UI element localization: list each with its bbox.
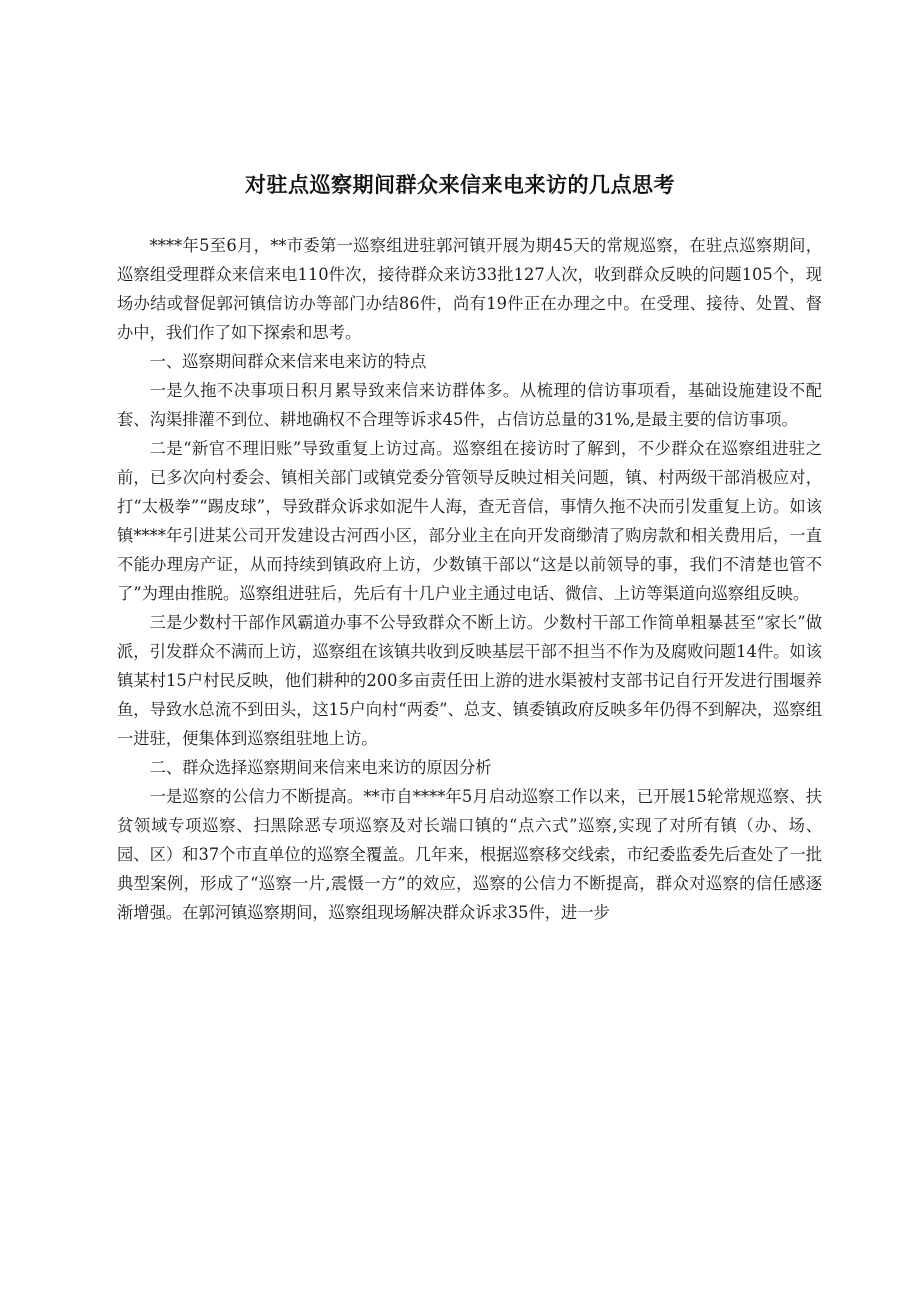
section-heading-2: 二、群众选择巡察期间来信来电来访的原因分析 [149,758,492,777]
document-body [117,231,822,927]
paragraph-reason-1: 一是巡察的公信力不断提高。**市自****年5月启动巡察工作以来，已开展15轮常规巡察、扶贫领域专项巡察、扫黑除恶专项巡察及对长端口镇的“点六式”巡察,实现了对所有镇（办、场、园、区）和37个市直单位的巡察全覆盖。几年来，根据巡察移交线索，市纪委监委先后查处了一批典型案例，形成了“巡察一片,震慑一方”的效应，巡察的公信力不断提高，群众对巡察的信任感逐渐增强。在郭河镇巡察期间，巡察组现场解决群众诉求35件，进一步 [117,787,822,922]
paragraph-feature-1: 一是久拖不决事项日积月累导致来信来访群体多。从梳理的信访事项看，基础设施建设不配套、沟渠排灌不到位、耕地确权不合理等诉求45件，占信访总量的31%,是最主要的信访事项。 [117,381,822,429]
intro-paragraph: ****年5至6月，**市委第一巡察组进驻郭河镇开展为期45天的常规巡察，在驻点巡察期间，巡察组受理群众来信来电110件次，接待群众来访33批127人次，收到群众反映的问题105个，现场办结或督促郭河镇信访办等部门办结86件，尚有19件正在办理之中。在受理、接待、处置、督办中，我们作了如下探索和思考。 [117,236,822,342]
document-title: 对驻点巡察期间群众来信来电来访的几点思考 [245,173,675,197]
paragraph-feature-3: 三是少数村干部作风霸道办事不公导致群众不断上访。少数村干部工作简单粗暴甚至“家长”做派，引发群众不满而上访，巡察组在该镇共收到反映基层干部不担当不作为及腐败问题14件。如该镇某村15户村民反映，他们耕种的200多亩责任田上游的进水渠被村支部书记自行开发进行围堰养鱼，导致水总流不到田头，这15户向村“两委”、总支、镇委镇政府反映多年仍得不到解决，巡察组一进驻，便集体到巡察组驻地上访。 [117,613,822,748]
paragraph-feature-2: 二是“新官不理旧账”导致重复上访过高。巡察组在接访时了解到，不少群众在巡察组进驻之前，已多次向村委会、镇相关部门或镇党委分管领导反映过相关问题，镇、村两级干部消极应对，打“太极拳”“踢皮球”，导致群众诉求如泥牛人海，查无音信，事情久拖不决而引发重复上访。如该镇****年引进某公司开发建设古河西小区，部分业主在向开发商缈清了购房款和相关费用后，一直不能办理房产证，从而持续到镇政府上访，少数镇干部以“这是以前领导的事，我们不清楚也管不了”为理由推脱。巡察组进驻后，先后有十几户业主通过电话、微信、上访等渠道向巡察组反映。 [117,439,822,603]
section-heading-1: 一、巡察期间群众来信来电来访的特点 [149,352,427,371]
